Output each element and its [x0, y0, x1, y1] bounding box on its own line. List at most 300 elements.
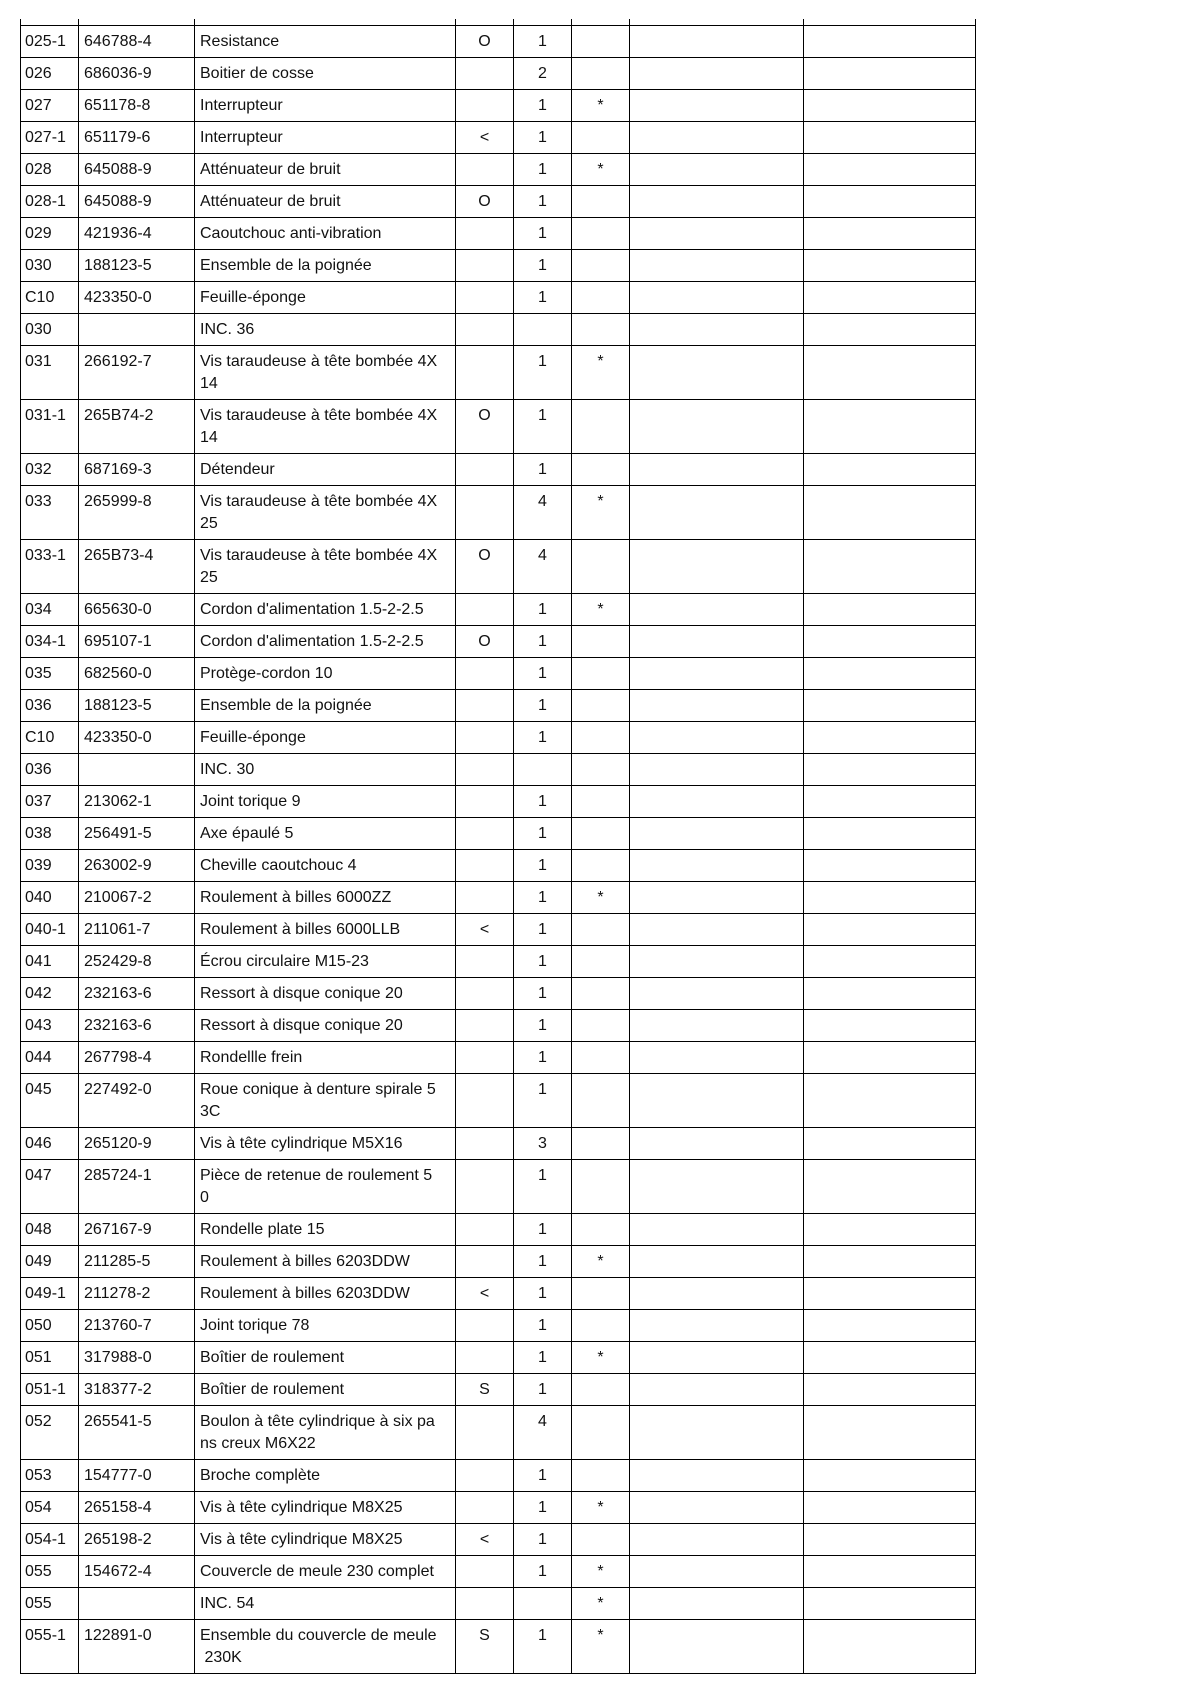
- blank-cell: [630, 1342, 804, 1373]
- mark-cell: [572, 850, 630, 881]
- item-number-cell: 055: [21, 1588, 79, 1619]
- description-cell: Roulement à billes 6000ZZ: [195, 882, 456, 913]
- mark-cell: [572, 626, 630, 657]
- quantity-cell: 1: [514, 850, 572, 881]
- table-row: [21, 454, 976, 486]
- mark-cell: *: [572, 154, 630, 185]
- blank-cell: [630, 594, 804, 625]
- part-number-cell: 421936-4: [79, 218, 195, 249]
- blank-cell: [630, 1460, 804, 1491]
- blank-cell: [630, 1374, 804, 1405]
- blank-cell: [630, 1074, 804, 1127]
- part-number-cell: 154672-4: [79, 1556, 195, 1587]
- note-cell: O: [456, 26, 514, 57]
- blank-cell: [804, 1042, 976, 1073]
- quantity-cell: 1: [514, 1460, 572, 1491]
- description-cell: Roulement à billes 6203DDW: [195, 1278, 456, 1309]
- table-row: [21, 250, 976, 282]
- blank-cell: [630, 1556, 804, 1587]
- table-row: [21, 850, 976, 882]
- part-number-cell: 211061-7: [79, 914, 195, 945]
- table-row: [21, 1406, 976, 1460]
- blank-cell: [804, 658, 976, 689]
- quantity-cell: 1: [514, 250, 572, 281]
- table-row: [21, 594, 976, 626]
- part-number-cell: 645088-9: [79, 154, 195, 185]
- quantity-cell: [514, 1588, 572, 1619]
- blank-cell: [804, 1406, 976, 1459]
- table-row: [21, 658, 976, 690]
- blank-cell: [630, 818, 804, 849]
- quantity-cell: 1: [514, 1010, 572, 1041]
- blank-cell: [630, 1310, 804, 1341]
- quantity-cell: 4: [514, 540, 572, 593]
- mark-cell: [572, 1010, 630, 1041]
- description-cell: Vis taraudeuse à tête bombée 4X 25: [195, 486, 456, 539]
- description-cell: Vis à tête cylindrique M8X25: [195, 1524, 456, 1555]
- part-number-cell: 265541-5: [79, 1406, 195, 1459]
- blank-cell: [630, 1042, 804, 1073]
- blank-cell: [630, 154, 804, 185]
- table-row: [21, 1588, 976, 1620]
- note-cell: [456, 978, 514, 1009]
- blank-cell: [804, 882, 976, 913]
- quantity-cell: 1: [514, 1310, 572, 1341]
- table-row: [21, 1246, 976, 1278]
- part-number-cell: 665630-0: [79, 594, 195, 625]
- table-row: [21, 1342, 976, 1374]
- description-cell: Vis à tête cylindrique M8X25: [195, 1492, 456, 1523]
- description-cell: Boîtier de roulement: [195, 1342, 456, 1373]
- item-number-cell: 041: [21, 946, 79, 977]
- quantity-cell: 1: [514, 1214, 572, 1245]
- mark-cell: [572, 658, 630, 689]
- blank-cell: [630, 786, 804, 817]
- item-number-cell: 038: [21, 818, 79, 849]
- note-cell: [456, 1246, 514, 1277]
- note-cell: [456, 314, 514, 345]
- blank-cell: [630, 186, 804, 217]
- table-row: [21, 218, 976, 250]
- blank-cell: [630, 1492, 804, 1523]
- part-number-cell: [79, 1588, 195, 1619]
- blank-cell: [804, 594, 976, 625]
- table-row: [21, 314, 976, 346]
- table-row: [21, 1492, 976, 1524]
- blank-cell: [630, 314, 804, 345]
- blank-cell: [804, 1556, 976, 1587]
- mark-cell: *: [572, 882, 630, 913]
- blank-cell: [804, 454, 976, 485]
- table-row: [21, 1160, 976, 1214]
- table-row: [21, 540, 976, 594]
- mark-cell: [572, 1214, 630, 1245]
- blank-cell: [630, 690, 804, 721]
- description-cell: Ressort à disque conique 20: [195, 1010, 456, 1041]
- note-cell: [456, 850, 514, 881]
- part-number-cell: 682560-0: [79, 658, 195, 689]
- note-cell: [456, 282, 514, 313]
- part-number-cell: 265198-2: [79, 1524, 195, 1555]
- item-number-cell: 031: [21, 346, 79, 399]
- quantity-cell: 1: [514, 282, 572, 313]
- item-number-cell: 027: [21, 90, 79, 121]
- part-number-cell: 265999-8: [79, 486, 195, 539]
- blank-cell: [630, 626, 804, 657]
- mark-cell: [572, 122, 630, 153]
- table-row: [21, 154, 976, 186]
- description-cell: Boulon à tête cylindrique à six pa ns creux M6X22: [195, 1406, 456, 1459]
- part-number-cell: 265120-9: [79, 1128, 195, 1159]
- blank-cell: [630, 26, 804, 57]
- note-cell: S: [456, 1374, 514, 1405]
- blank-cell: [804, 1620, 976, 1673]
- quantity-cell: 1: [514, 626, 572, 657]
- mark-cell: [572, 690, 630, 721]
- description-cell: Resistance: [195, 26, 456, 57]
- table-row: [21, 1556, 976, 1588]
- note-cell: [456, 882, 514, 913]
- quantity-cell: 1: [514, 1342, 572, 1373]
- mark-cell: *: [572, 346, 630, 399]
- item-number-cell: 039: [21, 850, 79, 881]
- item-number-cell: 028: [21, 154, 79, 185]
- quantity-cell: 4: [514, 486, 572, 539]
- description-cell: Atténuateur de bruit: [195, 154, 456, 185]
- quantity-cell: 1: [514, 154, 572, 185]
- blank-cell: [804, 250, 976, 281]
- mark-cell: *: [572, 1556, 630, 1587]
- item-number-cell: 054-1: [21, 1524, 79, 1555]
- note-cell: <: [456, 1278, 514, 1309]
- part-number-cell: 695107-1: [79, 626, 195, 657]
- note-cell: [456, 1160, 514, 1213]
- item-number-cell: 027-1: [21, 122, 79, 153]
- mark-cell: [572, 754, 630, 785]
- blank-cell: [630, 282, 804, 313]
- quantity-cell: 1: [514, 90, 572, 121]
- blank-cell: [804, 122, 976, 153]
- description-cell: Rondelle plate 15: [195, 1214, 456, 1245]
- mark-cell: [572, 26, 630, 57]
- description-cell: Vis taraudeuse à tête bombée 4X 14: [195, 400, 456, 453]
- quantity-cell: 1: [514, 1524, 572, 1555]
- note-cell: [456, 486, 514, 539]
- note-cell: O: [456, 540, 514, 593]
- blank-cell: [630, 850, 804, 881]
- blank-cell: [804, 186, 976, 217]
- item-number-cell: 033: [21, 486, 79, 539]
- blank-cell: [804, 282, 976, 313]
- part-number-cell: 285724-1: [79, 1160, 195, 1213]
- item-number-cell: 031-1: [21, 400, 79, 453]
- table-row: [21, 818, 976, 850]
- quantity-cell: 1: [514, 122, 572, 153]
- item-number-cell: 026: [21, 58, 79, 89]
- note-cell: S: [456, 1620, 514, 1673]
- quantity-cell: 1: [514, 722, 572, 753]
- blank-cell: [804, 1342, 976, 1373]
- item-number-cell: 034-1: [21, 626, 79, 657]
- blank-cell: [630, 1620, 804, 1673]
- quantity-cell: 3: [514, 1128, 572, 1159]
- blank-cell: [804, 626, 976, 657]
- blank-cell: [630, 1010, 804, 1041]
- description-cell: Roulement à billes 6000LLB: [195, 914, 456, 945]
- item-number-cell: 052: [21, 1406, 79, 1459]
- blank-cell: [804, 1310, 976, 1341]
- quantity-cell: 1: [514, 26, 572, 57]
- mark-cell: *: [572, 1342, 630, 1373]
- description-cell: Vis taraudeuse à tête bombée 4X 14: [195, 346, 456, 399]
- blank-cell: [804, 486, 976, 539]
- note-cell: [456, 1556, 514, 1587]
- description-cell: Interrupteur: [195, 90, 456, 121]
- mark-cell: [572, 1278, 630, 1309]
- note-cell: [456, 250, 514, 281]
- note-cell: <: [456, 1524, 514, 1555]
- blank-cell: [804, 850, 976, 881]
- item-number-cell: 051: [21, 1342, 79, 1373]
- blank-cell: [804, 346, 976, 399]
- note-cell: [456, 1214, 514, 1245]
- part-number-cell: 645088-9: [79, 186, 195, 217]
- part-number-cell: 687169-3: [79, 454, 195, 485]
- mark-cell: *: [572, 486, 630, 539]
- part-number-cell: 154777-0: [79, 1460, 195, 1491]
- blank-cell: [630, 90, 804, 121]
- quantity-cell: 1: [514, 1278, 572, 1309]
- table-row: [21, 1010, 976, 1042]
- blank-cell: [630, 58, 804, 89]
- item-number-cell: 034: [21, 594, 79, 625]
- part-number-cell: 423350-0: [79, 282, 195, 313]
- blank-cell: [804, 1246, 976, 1277]
- part-number-cell: 686036-9: [79, 58, 195, 89]
- table-row: [21, 1524, 976, 1556]
- part-number-cell: 423350-0: [79, 722, 195, 753]
- blank-cell: [630, 1128, 804, 1159]
- description-cell: Écrou circulaire M15-23: [195, 946, 456, 977]
- mark-cell: *: [572, 1492, 630, 1523]
- note-cell: [456, 1042, 514, 1073]
- part-number-cell: 210067-2: [79, 882, 195, 913]
- quantity-cell: 1: [514, 1246, 572, 1277]
- mark-cell: [572, 58, 630, 89]
- quantity-cell: 1: [514, 454, 572, 485]
- part-number-cell: 651178-8: [79, 90, 195, 121]
- table-row: [21, 1620, 976, 1674]
- note-cell: [456, 218, 514, 249]
- blank-cell: [804, 154, 976, 185]
- table-row: [21, 26, 976, 58]
- blank-cell: [630, 1214, 804, 1245]
- description-cell: Feuille-éponge: [195, 722, 456, 753]
- part-number-cell: 188123-5: [79, 250, 195, 281]
- blank-cell: [630, 946, 804, 977]
- table-row: [21, 754, 976, 786]
- part-number-cell: 263002-9: [79, 850, 195, 881]
- part-number-cell: 252429-8: [79, 946, 195, 977]
- blank-cell: [804, 690, 976, 721]
- item-number-cell: 055: [21, 1556, 79, 1587]
- blank-cell: [804, 818, 976, 849]
- description-cell: Pièce de retenue de roulement 5 0: [195, 1160, 456, 1213]
- note-cell: [456, 1074, 514, 1127]
- blank-cell: [630, 540, 804, 593]
- blank-cell: [630, 346, 804, 399]
- item-number-cell: 049: [21, 1246, 79, 1277]
- part-number-cell: 213760-7: [79, 1310, 195, 1341]
- item-number-cell: 036: [21, 690, 79, 721]
- parts-table: [20, 25, 976, 1674]
- note-cell: [456, 594, 514, 625]
- part-number-cell: 267798-4: [79, 1042, 195, 1073]
- blank-cell: [804, 540, 976, 593]
- part-number-cell: 122891-0: [79, 1620, 195, 1673]
- note-cell: <: [456, 122, 514, 153]
- table-row: [21, 626, 976, 658]
- note-cell: [456, 1406, 514, 1459]
- mark-cell: [572, 1524, 630, 1555]
- part-number-cell: 267167-9: [79, 1214, 195, 1245]
- quantity-cell: 1: [514, 786, 572, 817]
- blank-cell: [630, 882, 804, 913]
- description-cell: Joint torique 9: [195, 786, 456, 817]
- item-number-cell: 030: [21, 314, 79, 345]
- description-cell: Ensemble du couvercle de meule 230K: [195, 1620, 456, 1673]
- blank-cell: [804, 978, 976, 1009]
- note-cell: O: [456, 186, 514, 217]
- note-cell: [456, 1588, 514, 1619]
- note-cell: [456, 690, 514, 721]
- part-number-cell: 211278-2: [79, 1278, 195, 1309]
- mark-cell: [572, 1128, 630, 1159]
- note-cell: [456, 154, 514, 185]
- description-cell: Broche complète: [195, 1460, 456, 1491]
- item-number-cell: 036: [21, 754, 79, 785]
- description-cell: Roue conique à denture spirale 5 3C: [195, 1074, 456, 1127]
- blank-cell: [804, 754, 976, 785]
- quantity-cell: 1: [514, 1556, 572, 1587]
- description-cell: Cheville caoutchouc 4: [195, 850, 456, 881]
- description-cell: Joint torique 78: [195, 1310, 456, 1341]
- item-number-cell: 051-1: [21, 1374, 79, 1405]
- description-cell: Cordon d'alimentation 1.5-2-2.5: [195, 594, 456, 625]
- description-cell: Protège-cordon 10: [195, 658, 456, 689]
- part-number-cell: 651179-6: [79, 122, 195, 153]
- quantity-cell: 1: [514, 218, 572, 249]
- note-cell: [456, 1310, 514, 1341]
- item-number-cell: 028-1: [21, 186, 79, 217]
- description-cell: Roulement à billes 6203DDW: [195, 1246, 456, 1277]
- mark-cell: [572, 1310, 630, 1341]
- table-row: [21, 882, 976, 914]
- blank-cell: [630, 1278, 804, 1309]
- item-number-cell: 044: [21, 1042, 79, 1073]
- mark-cell: [572, 218, 630, 249]
- quantity-cell: [514, 314, 572, 345]
- quantity-cell: 2: [514, 58, 572, 89]
- blank-cell: [630, 218, 804, 249]
- item-number-cell: 035: [21, 658, 79, 689]
- mark-cell: *: [572, 1588, 630, 1619]
- blank-cell: [804, 90, 976, 121]
- mark-cell: [572, 314, 630, 345]
- table-row: [21, 1374, 976, 1406]
- blank-cell: [804, 786, 976, 817]
- item-number-cell: 045: [21, 1074, 79, 1127]
- item-number-cell: 037: [21, 786, 79, 817]
- note-cell: [456, 1128, 514, 1159]
- item-number-cell: 046: [21, 1128, 79, 1159]
- description-cell: Atténuateur de bruit: [195, 186, 456, 217]
- table-row: [21, 400, 976, 454]
- item-number-cell: 047: [21, 1160, 79, 1213]
- mark-cell: [572, 400, 630, 453]
- note-cell: [456, 346, 514, 399]
- part-number-cell: 256491-5: [79, 818, 195, 849]
- description-cell: Vis à tête cylindrique M5X16: [195, 1128, 456, 1159]
- quantity-cell: 1: [514, 978, 572, 1009]
- description-cell: Ensemble de la poignée: [195, 250, 456, 281]
- blank-cell: [630, 1246, 804, 1277]
- description-cell: Détendeur: [195, 454, 456, 485]
- mark-cell: [572, 540, 630, 593]
- table-row: [21, 1214, 976, 1246]
- description-cell: Boitier de cosse: [195, 58, 456, 89]
- note-cell: [456, 1492, 514, 1523]
- item-number-cell: 025-1: [21, 26, 79, 57]
- mark-cell: [572, 1374, 630, 1405]
- description-cell: Caoutchouc anti-vibration: [195, 218, 456, 249]
- blank-cell: [804, 1074, 976, 1127]
- part-number-cell: 646788-4: [79, 26, 195, 57]
- item-number-cell: 029: [21, 218, 79, 249]
- item-number-cell: 043: [21, 1010, 79, 1041]
- part-number-cell: 265B73-4: [79, 540, 195, 593]
- quantity-cell: 1: [514, 1374, 572, 1405]
- mark-cell: [572, 914, 630, 945]
- table-row: [21, 1074, 976, 1128]
- quantity-cell: 1: [514, 946, 572, 977]
- part-number-cell: 188123-5: [79, 690, 195, 721]
- note-cell: [456, 1342, 514, 1373]
- part-number-cell: 211285-5: [79, 1246, 195, 1277]
- description-cell: Vis taraudeuse à tête bombée 4X 25: [195, 540, 456, 593]
- blank-cell: [804, 1160, 976, 1213]
- blank-cell: [630, 1588, 804, 1619]
- mark-cell: [572, 946, 630, 977]
- item-number-cell: 040: [21, 882, 79, 913]
- quantity-cell: 1: [514, 594, 572, 625]
- mark-cell: [572, 722, 630, 753]
- table-row: [21, 122, 976, 154]
- description-cell: Feuille-éponge: [195, 282, 456, 313]
- part-number-cell: 227492-0: [79, 1074, 195, 1127]
- note-cell: [456, 786, 514, 817]
- blank-cell: [804, 1010, 976, 1041]
- mark-cell: *: [572, 90, 630, 121]
- blank-cell: [804, 58, 976, 89]
- part-number-cell: 265158-4: [79, 1492, 195, 1523]
- blank-cell: [804, 1492, 976, 1523]
- blank-cell: [630, 1524, 804, 1555]
- item-number-cell: 048: [21, 1214, 79, 1245]
- quantity-cell: 1: [514, 186, 572, 217]
- table-row: [21, 1310, 976, 1342]
- blank-cell: [630, 722, 804, 753]
